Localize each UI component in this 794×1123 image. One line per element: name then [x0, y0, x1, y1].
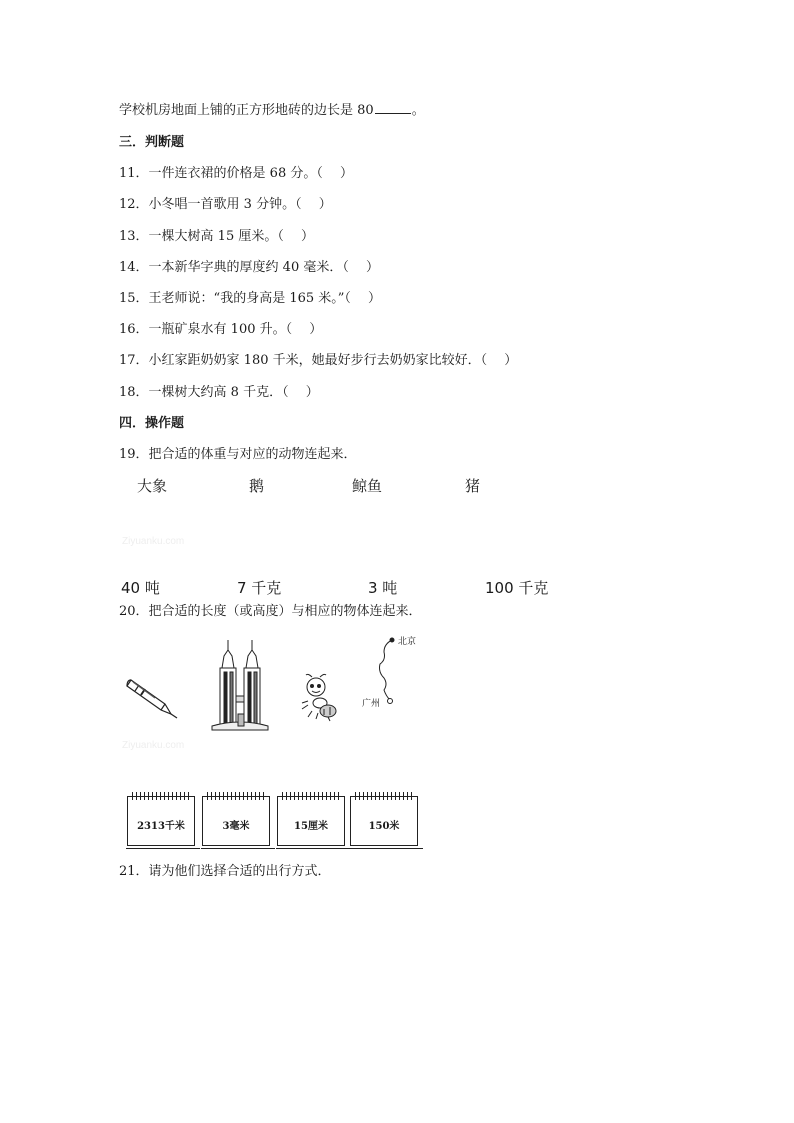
weight-40-ton[interactable]: 40 吨	[121, 579, 160, 597]
intro-question	[119, 103, 425, 119]
route-map[interactable]	[360, 630, 430, 710]
pen-icon[interactable]	[125, 672, 185, 722]
weight-7-kg[interactable]: 7 千克	[237, 579, 282, 597]
weight-100-kg[interactable]: 100 千克	[485, 579, 549, 597]
card-3-mm[interactable]	[202, 796, 270, 846]
judgment-item-16: 16．一瓶矿泉水有 100 升。（ ）	[119, 322, 323, 337]
section-3-title: 三．判断题	[119, 135, 185, 150]
section-4-title: 四．操作题	[119, 416, 185, 431]
card-rings	[282, 792, 340, 800]
judgment-item-15: 15．王老师说：“我的身高是 165 米。”（ ）	[119, 291, 382, 306]
card-label: 150米	[368, 821, 400, 832]
card-stand	[276, 845, 350, 849]
twin-towers-icon[interactable]	[210, 638, 270, 733]
animal-whale[interactable]: 鲸鱼	[352, 477, 383, 495]
map-label-guangzhou: 广州	[362, 699, 381, 709]
card-15-cm[interactable]	[277, 796, 345, 846]
ant-icon[interactable]	[298, 673, 342, 723]
judgment-item-14: 14．一本新华字典的厚度约 40 毫米．（ ）	[119, 260, 379, 275]
animal-elephant[interactable]: 大象	[137, 477, 168, 495]
intro-text: 学校机房地面上铺的正方形地砖的边长是 80	[119, 103, 374, 118]
judgment-item-18: 18．一棵树大约高 8 千克．（ ）	[119, 385, 319, 400]
q21-prompt: 21．请为他们选择合适的出行方式．	[119, 864, 331, 879]
judgment-item-13: 13．一棵大树高 15 厘米。（ ）	[119, 229, 314, 244]
card-rings	[132, 792, 190, 800]
weight-3-ton[interactable]: 3 吨	[368, 579, 398, 597]
card-label: 3毫米	[222, 821, 250, 832]
card-stand	[126, 845, 200, 849]
judgment-item-11: 11．一件连衣裙的价格是 68 分。（ ）	[119, 166, 353, 181]
animal-pig[interactable]: 猪	[465, 477, 481, 495]
answer-blank[interactable]	[375, 103, 411, 114]
map-label-beijing: 北京	[398, 637, 417, 647]
card-label: 15厘米	[294, 821, 328, 832]
card-label: 2313千米	[137, 821, 185, 832]
card-rings	[355, 792, 413, 800]
q19-prompt: 19．把合适的体重与对应的动物连起来．	[119, 447, 357, 462]
card-stand	[201, 845, 275, 849]
q20-watermark: Ziyuanku.com	[122, 740, 185, 751]
intro-suffix: 。	[411, 103, 425, 118]
card-2313-km[interactable]	[127, 796, 195, 846]
card-rings	[207, 792, 265, 800]
card-150-m[interactable]	[350, 796, 418, 846]
animal-goose[interactable]: 鹅	[249, 477, 265, 495]
q19-watermark: Ziyuanku.com	[122, 536, 185, 547]
q20-prompt: 20．把合适的长度（或高度）与相应的物体连起来．	[119, 604, 422, 619]
judgment-item-12: 12．小冬唱一首歌用 3 分钟。（ ）	[119, 197, 332, 212]
card-stand	[349, 845, 423, 849]
judgment-item-17: 17．小红家距奶奶家 180 千米，她最好步行去奶奶家比较好．（ ）	[119, 353, 518, 368]
